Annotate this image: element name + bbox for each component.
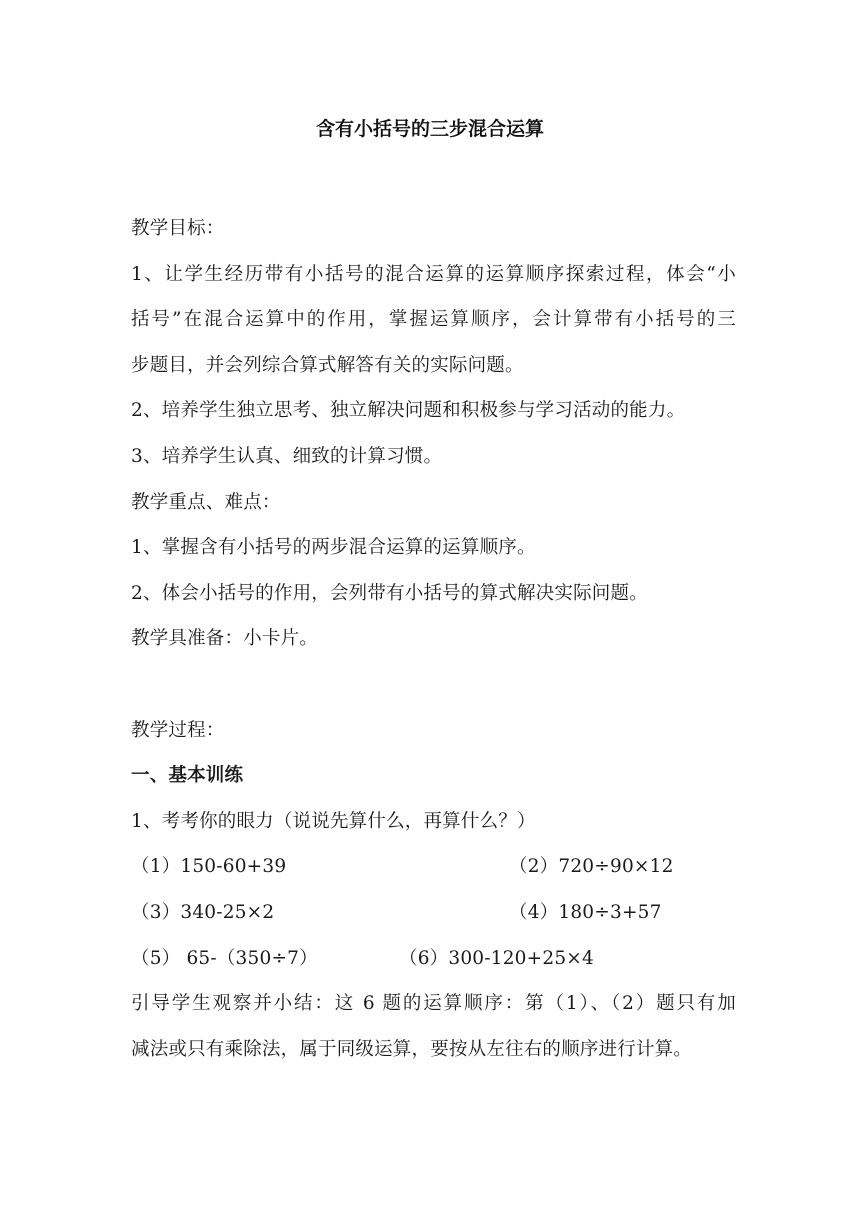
objectives-heading: 教学目标： [131, 218, 225, 239]
objective-1-line-2: 括号”在混合运算中的作用，掌握运算顺序，会计算带有小括号的三 [131, 309, 736, 331]
objective-1-line-3: 步题目，并会列综合算式解答有关的实际问题。 [131, 354, 524, 376]
process-heading: 教学过程： [131, 719, 225, 741]
key-points-heading: 教学重点、难点： [131, 491, 281, 513]
problem-5: （5） 65-（350÷7） [131, 947, 318, 969]
materials: 教学具准备：小卡片。 [131, 628, 319, 650]
objective-1-line-1: 1、让学生经历带有小括号的混合运算的运算顺序探索过程，体会“小 [131, 263, 736, 285]
document-body [131, 206, 736, 1072]
problem-2: （2）720÷90×12 [509, 856, 674, 878]
section-1-heading: 一、基本训练 [131, 765, 244, 787]
exercise-1-prompt: 1、考考你的眼力（说说先算什么，再算什么？） [131, 810, 536, 832]
objective-2: 2、培养学生独立思考、独立解决问题和积极参与学习活动的能力。 [131, 400, 686, 422]
key-point-1: 1、掌握含有小括号的两步混合运算的运算顺序。 [131, 537, 536, 559]
document-title: 含有小括号的三步混合运算 [315, 118, 544, 140]
problem-1: （1）150-60+39 [131, 856, 287, 878]
problem-row-1 [131, 844, 736, 890]
problem-row-3 [131, 936, 736, 982]
blank-line [131, 662, 736, 708]
summary-line-1: 引导学生观察并小结：这 6 题的运算顺序：第（1）、（2）题只有加 [131, 993, 736, 1015]
problem-6: （6）300-120+25×4 [399, 947, 594, 969]
problem-4: （4）180÷3+57 [509, 901, 662, 923]
objective-3: 3、培养学生认真、细致的计算习惯。 [131, 445, 443, 467]
summary-line-2: 减法或只有乘除法，属于同级运算，要按从左往右的顺序进行计算。 [131, 1038, 693, 1060]
problem-3: （3）340-25×2 [131, 901, 275, 923]
problem-row-2 [131, 890, 736, 936]
key-point-2: 2、体会小括号的作用，会列带有小括号的算式解决实际问题。 [131, 582, 648, 604]
